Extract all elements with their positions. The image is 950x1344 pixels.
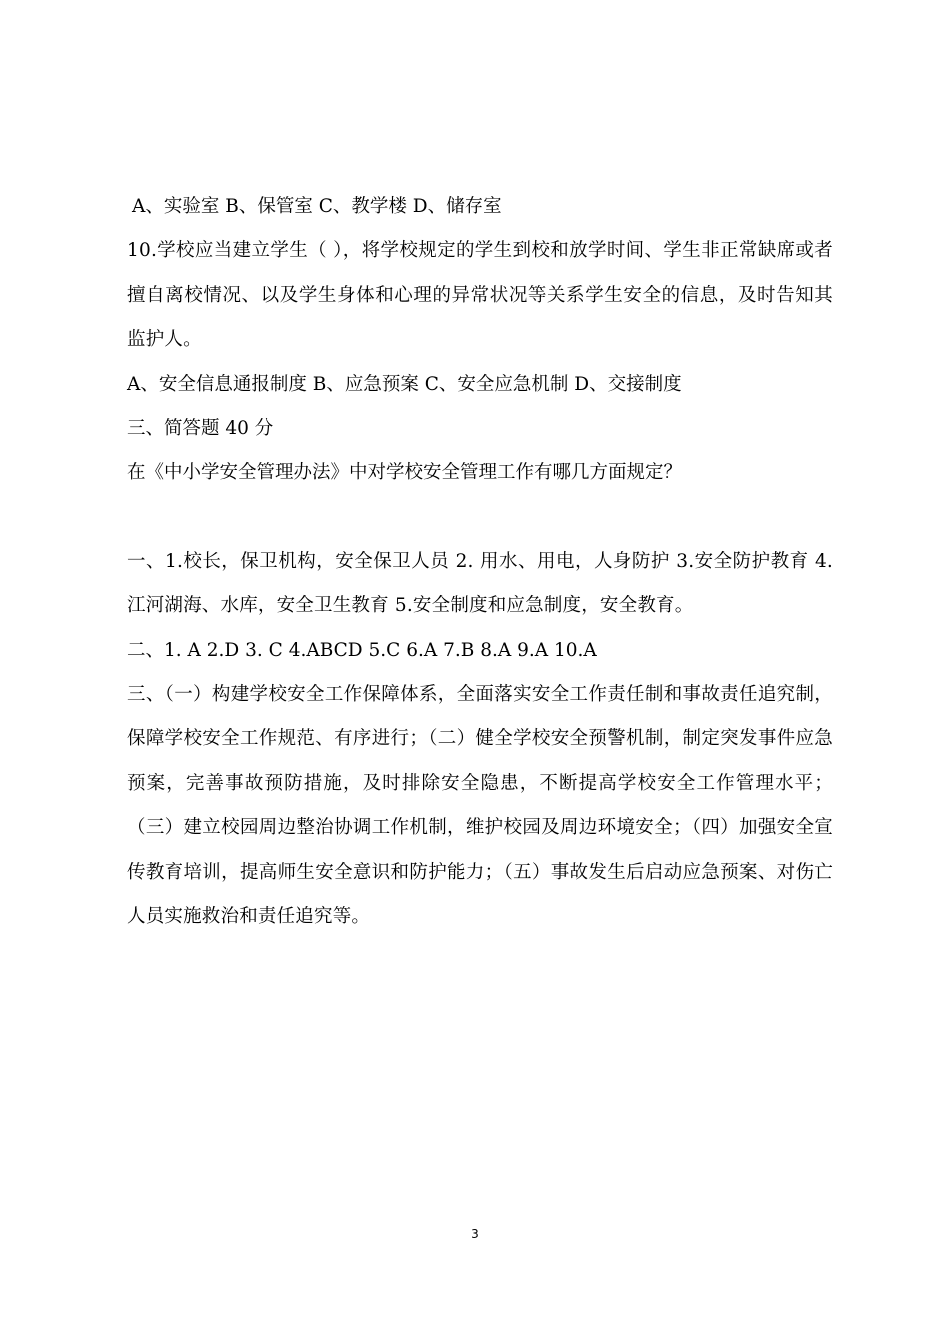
page-number: 3 [471, 1227, 479, 1241]
answer-section-1: 一、1.校长，保卫机构，安全保卫人员 2. 用水、用电，人身防护 3.安全防护教育 4.江河湖海、水库，安全卫生教育 5.安全制度和应急制度，安全教育。 [127, 550, 833, 616]
spacer [127, 495, 833, 540]
answer-section-2: 二、1. A 2.D 3. C 4.ABCD 5.C 6.A 7.B 8.A 9.A 10.A [127, 639, 597, 661]
question-10-text: 10.学校应当建立学生（ ），将学校规定的学生到校和放学时间、学生非正常缺席或者擅自离校情况、以及学生身体和心理的异常状况等关系学生安全的信息，及时告知其监护人。 [127, 240, 833, 350]
answer-section-3: 三、（一）构建学校安全工作保障体系，全面落实安全工作责任制和事故责任追究制，保障学校安全工作规范、有序进行；（二）健全学校安全预警机制，制定突发事件应急预案，完善事故预防措施，及时排除安全隐患，不断提高学校安全工作管理水平；（三）建立校园周边整治协调工作机制，维护校园及周边环境安全；（四）加强安全宣传教育培训，提高师生安全意识和防护能力；（五）事故发生后启动应急预案、对伤亡人员实施救治和责任追究等。 [127, 683, 833, 927]
question-9-options: A、实验室 B、保管室 C、教学楼 D、储存室 [132, 196, 502, 217]
section-3-question: 在《中小学安全管理办法》中对学校安全管理工作有哪几方面规定？ [127, 461, 683, 483]
section-3-title: 三、简答题 40 分 [127, 417, 274, 439]
document-body [127, 185, 833, 940]
question-10-options: A、安全信息通报制度 B、应急预案 C、安全应急机制 D、交接制度 [127, 373, 682, 395]
